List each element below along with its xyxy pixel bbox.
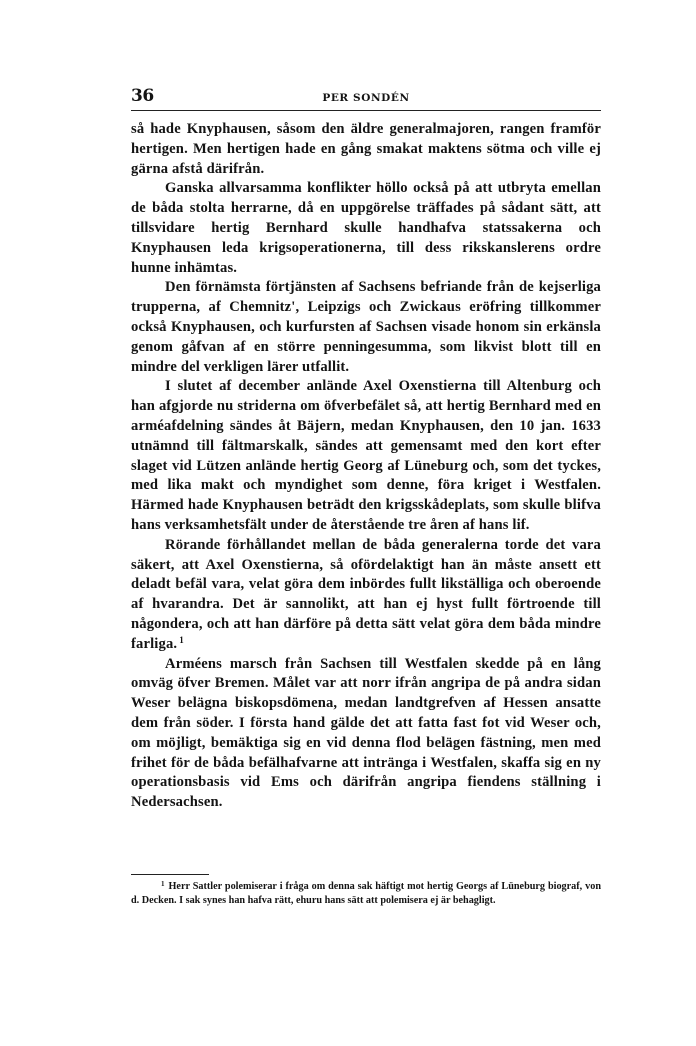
paragraph: Arméens marsch från Sachsen till Westfalen skedde på en lång omväg öfver Bremen. Målet var att norr ifrån angripa de på andra sidan Weser belägna biskopsdömena, medan landtgrefven af Hessen ansatte dem från söder. I första hand gälde det att fatta fast fot vid Weser och, om möjligt, bemäktiga sig en vid denna flod belägen fästning, men med frihet för de båda befälhafvarne att intränga i Westfalen, skaffa sig en ny operationsbasis vid Ems och därifrån angripa fiendens ställning i Nedersachsen. <box>131 655 601 811</box>
paragraph-text: Rörande förhållandet mellan de båda generalerna torde det vara säkert, att Axel Oxenstierna, så ofördelaktigt han än måste ansett ett deladt befäl vara, velat göra dem inbördes fullt likställiga och oberoende af hvarandra. Det är sannolikt, att han ej hyst fullt förtroende till någondera, och att han därföre på detta sätt velat göra dem båda mindre farliga. <box>131 536 601 652</box>
footnote-text: Herr Sattler polemiserar i fråga om denna sak häftigt mot hertig Georgs af Lüneburg biograf, von d. Decken. I sak synes han hafva rätt, ehuru hans sätt att polemisera ej är behagligt. <box>131 881 601 906</box>
footnote-divider <box>131 874 209 875</box>
footnote <box>131 880 601 907</box>
paragraph: I slutet af december anlände Axel Oxenstierna till Altenburg och han afgjorde nu striderna om öfverbefälet så, att hertig Bernhard med en arméafdelning sändes åt Bäjern, medan Knyphausen, den 10 jan. 1633 utnämnd till fältmarskalk, sändes att gemensamt med den kort efter slaget vid Lützen anlände hertig Georg af Lüneburg och, som det tyckes, med lika makt och myndighet som denne, föra kriget i Westfalen. Härmed hade Knyphausen beträdt den krigsskådeplats, som skulle blifva hans verksamhetsfält under de återstående tre åren af hans lif. <box>131 378 601 533</box>
page-header <box>131 84 601 111</box>
running-head: PER SONDÉN <box>322 92 410 104</box>
paragraph: Ganska allvarsamma konflikter höllo också på att utbryta emellan de båda stolta herrarne, då en uppgörelse träffades på sådant sätt, att tillsvidare hertig Bernhard skulle handhafva statssakerna och Knyphausen leda krigsoperationerna, till dess rikskanslerens ordre hunne inhämtas. <box>131 180 601 276</box>
paragraph: så hade Knyphausen, såsom den äldre generalmajoren, rangen framför hertigen. Men hertigen hade en gång smakat maktens sötma och ville ej gärna afstå därifrån. <box>131 121 601 177</box>
footnote-marker: 1 <box>161 880 165 888</box>
paragraph: Den förnämsta förtjänsten af Sachsens befriande från de kejserliga trupperna, af Chemnitz', Leipzigs och Zwickaus eröfring tillkommer också Knyphausen, och kurfursten af Sachsen visade honom sin erkänsla genom gåfvan af en större penningesumma, som likvist blott till en mindre del verkligen lärer utfallit. <box>131 279 601 375</box>
body-text <box>131 120 601 813</box>
footnote-reference: 1 <box>179 634 184 645</box>
page-number: 36 <box>131 86 154 106</box>
paragraph <box>131 536 601 655</box>
